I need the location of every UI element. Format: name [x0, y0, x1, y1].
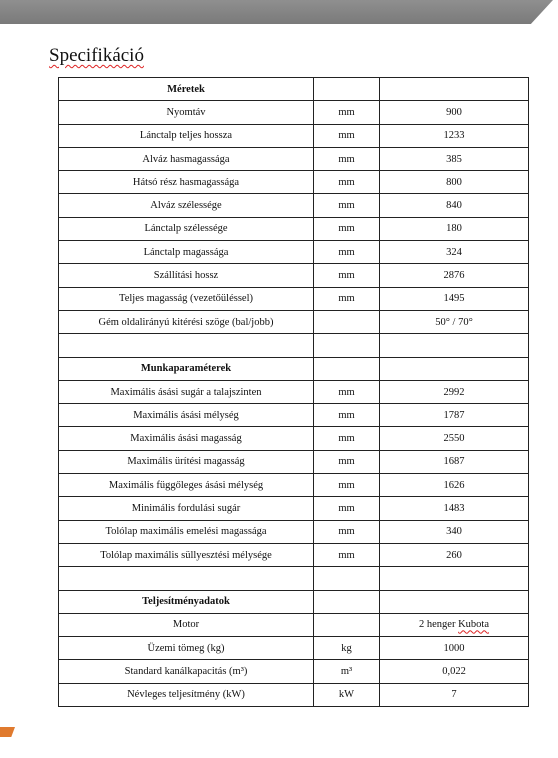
page-title: Specifikáció — [49, 45, 144, 66]
spec-label-text: Alváz hasmagassága — [142, 153, 230, 165]
spec-unit-text: mm — [338, 223, 355, 235]
spec-value-text: 1000 — [443, 642, 465, 654]
spec-label-text: Lánctalp teljes hossza — [139, 130, 233, 142]
spec-label-cell — [59, 264, 314, 287]
spec-label-text: Motor — [172, 619, 200, 631]
spec-value-text: 1626 — [443, 479, 465, 491]
spec-value-cell — [380, 357, 529, 380]
spec-label-text: Standard kanálkapacitás (m³) — [124, 666, 248, 678]
table-row — [59, 683, 529, 706]
spec-value-cell — [380, 474, 529, 497]
spec-value-text: 900 — [446, 106, 462, 118]
spec-label-text: Lánctalp szélessége — [144, 223, 228, 235]
spec-label-text: Maximális ásási sugár a talajszinten — [110, 386, 262, 398]
spec-label-text: Maximális ásási magasság — [130, 433, 242, 445]
spec-label-cell — [59, 287, 314, 310]
spec-value-text: 2 henger Kubota — [419, 619, 489, 631]
spec-label-cell — [59, 334, 314, 357]
spec-label-cell — [59, 683, 314, 706]
spec-value-text: 2550 — [443, 433, 465, 445]
spec-unit-text: mm — [338, 526, 355, 538]
spec-label-text: Lánctalp magassága — [143, 246, 229, 258]
table-row — [59, 310, 529, 333]
spec-value-text: 840 — [446, 200, 462, 212]
spec-label-text: Tolólap maximális emelési magassága — [105, 526, 267, 538]
spec-unit-cell — [314, 264, 380, 287]
spec-value-cell — [380, 171, 529, 194]
table-row — [59, 427, 529, 450]
spec-unit-cell — [314, 147, 380, 170]
spec-unit-cell — [314, 404, 380, 427]
spec-label-cell — [59, 78, 314, 101]
spec-unit-cell — [314, 637, 380, 660]
spec-unit-cell — [314, 567, 380, 590]
table-row — [59, 171, 529, 194]
spec-value-cell — [380, 520, 529, 543]
table-row — [59, 450, 529, 473]
spec-unit-text: mm — [338, 386, 355, 398]
spec-value-text: 7 — [451, 689, 457, 701]
page-corner-tab — [0, 727, 15, 737]
spec-label-cell — [59, 101, 314, 124]
spec-value-cell — [380, 264, 529, 287]
spec-value-text: 1483 — [443, 502, 465, 514]
spec-unit-text: mm — [338, 106, 355, 118]
spec-unit-cell — [314, 520, 380, 543]
spec-value-cell — [380, 497, 529, 520]
spec-value-cell — [380, 124, 529, 147]
spec-label-cell — [59, 567, 314, 590]
spec-label-text: Méretek — [167, 83, 205, 95]
spec-unit-cell — [314, 683, 380, 706]
spec-unit-text: mm — [338, 153, 355, 165]
spec-label-cell — [59, 147, 314, 170]
table-row — [59, 613, 529, 636]
spec-unit-cell — [314, 101, 380, 124]
spec-label-cell — [59, 497, 314, 520]
spec-value-cell — [380, 78, 529, 101]
specification-table — [58, 77, 529, 707]
spec-label-cell — [59, 310, 314, 333]
spec-label-cell — [59, 241, 314, 264]
spec-unit-cell — [314, 590, 380, 613]
spec-label-cell — [59, 450, 314, 473]
table-row — [59, 264, 529, 287]
spec-label-cell — [59, 217, 314, 240]
spec-label-cell — [59, 613, 314, 636]
table-row — [59, 497, 529, 520]
spec-label-text: Névleges teljesítmény (kW) — [127, 689, 245, 701]
spec-value-cell — [380, 334, 529, 357]
spec-unit-cell — [314, 310, 380, 333]
spec-value-cell — [380, 683, 529, 706]
table-row — [59, 241, 529, 264]
spec-label-cell — [59, 171, 314, 194]
spec-value-cell — [380, 194, 529, 217]
spec-label-text: Maximális ásási mélység — [133, 409, 239, 421]
section-header-row — [59, 357, 529, 380]
spec-value-cell — [380, 310, 529, 333]
spec-label-cell — [59, 380, 314, 403]
spec-label-text: Hátsó rész hasmagassága — [132, 176, 240, 188]
spec-label-cell — [59, 637, 314, 660]
spec-value-text: 2992 — [443, 386, 465, 398]
spec-unit-text: mm — [338, 549, 355, 561]
spec-unit-cell — [314, 427, 380, 450]
spec-label-cell — [59, 357, 314, 380]
spec-unit-cell — [314, 613, 380, 636]
spec-value-text: 180 — [446, 223, 462, 235]
spec-label-cell — [59, 474, 314, 497]
spec-label-text: Nyomtáv — [166, 106, 206, 118]
spec-value-cell — [380, 660, 529, 683]
spec-value-text: 1495 — [443, 293, 465, 305]
spec-value-text: 385 — [446, 153, 462, 165]
spec-label-cell — [59, 194, 314, 217]
spec-label-text: Gém oldalirányú kitérési szöge (bal/jobb) — [98, 316, 274, 328]
spec-label-cell — [59, 404, 314, 427]
table-row — [59, 380, 529, 403]
table-row — [59, 217, 529, 240]
spec-label-text: Maximális ürítési magasság — [127, 456, 245, 468]
spec-unit-cell — [314, 380, 380, 403]
spec-value-cell — [380, 241, 529, 264]
spec-unit-cell — [314, 497, 380, 520]
table-row — [59, 147, 529, 170]
spec-value-text: 800 — [446, 176, 462, 188]
spec-label-text: Teljes magasság (vezetőüléssel) — [119, 293, 253, 305]
spec-unit-cell — [314, 78, 380, 101]
spec-unit-text: mm — [338, 479, 355, 491]
spec-label-cell — [59, 124, 314, 147]
spec-value-text: 2876 — [443, 270, 465, 282]
section-header-row — [59, 78, 529, 101]
spec-value-cell — [380, 101, 529, 124]
spec-unit-cell — [314, 217, 380, 240]
spec-unit-cell — [314, 241, 380, 264]
table-row — [59, 194, 529, 217]
spec-label-text: Munkaparaméterek — [140, 363, 232, 375]
spec-value-cell — [380, 567, 529, 590]
spec-unit-text: m³ — [340, 666, 353, 678]
spec-unit-text: kW — [338, 689, 355, 701]
spec-value-cell — [380, 450, 529, 473]
spec-unit-cell — [314, 171, 380, 194]
table-row — [59, 543, 529, 566]
spec-value-cell — [380, 147, 529, 170]
spec-value-cell — [380, 217, 529, 240]
spec-value-cell — [380, 590, 529, 613]
spec-label-cell — [59, 543, 314, 566]
table-row — [59, 287, 529, 310]
table-row — [59, 520, 529, 543]
spec-unit-cell — [314, 543, 380, 566]
spec-unit-text: mm — [338, 130, 355, 142]
spec-value-cell — [380, 637, 529, 660]
spec-unit-text: mm — [338, 502, 355, 514]
spec-label-text: Tolólap maximális süllyesztési mélysége — [100, 549, 272, 561]
table-row — [59, 101, 529, 124]
spec-label-text: Maximális függőleges ásási mélység — [108, 479, 264, 491]
spec-label-text: Teljesítményadatok — [142, 596, 230, 608]
spec-unit-text: mm — [338, 246, 355, 258]
spec-value-text: 260 — [446, 549, 462, 561]
spec-value-text: 340 — [446, 526, 462, 538]
spec-unit-cell — [314, 660, 380, 683]
spec-value-text: 1233 — [443, 130, 465, 142]
spec-value-cell — [380, 613, 529, 636]
spec-unit-text: mm — [338, 409, 355, 421]
spec-value-text: 1787 — [443, 409, 465, 421]
spec-value-text: 0,022 — [442, 666, 466, 678]
table-row — [59, 124, 529, 147]
spec-value-cell — [380, 287, 529, 310]
spec-label-cell — [59, 660, 314, 683]
spec-unit-cell — [314, 334, 380, 357]
spec-unit-text: mm — [338, 176, 355, 188]
spec-label-text: Alváz szélessége — [150, 200, 222, 212]
spec-unit-cell — [314, 194, 380, 217]
table-row — [59, 404, 529, 427]
spec-unit-text: mm — [338, 270, 355, 282]
spec-unit-cell — [314, 124, 380, 147]
spec-label-text: Szállítási hossz — [153, 270, 219, 282]
table-row — [59, 637, 529, 660]
spec-value-text: 324 — [446, 246, 462, 258]
spec-unit-cell — [314, 450, 380, 473]
spec-value-cell — [380, 380, 529, 403]
spec-label-cell — [59, 520, 314, 543]
spec-unit-text: kg — [341, 642, 352, 654]
spec-unit-cell — [314, 357, 380, 380]
spec-unit-cell — [314, 474, 380, 497]
spec-value-cell — [380, 404, 529, 427]
spec-value-text: 50° / 70° — [435, 316, 473, 328]
spec-unit-text: mm — [338, 433, 355, 445]
table-row — [59, 660, 529, 683]
spec-unit-cell — [314, 287, 380, 310]
spec-value-cell — [380, 543, 529, 566]
spec-label-text: Üzemi tömeg (kg) — [147, 642, 225, 654]
header-bar — [0, 0, 553, 24]
spec-label-cell — [59, 590, 314, 613]
spec-unit-text: mm — [338, 200, 355, 212]
spacer-row — [59, 334, 529, 357]
spec-value-cell — [380, 427, 529, 450]
table-row — [59, 474, 529, 497]
spec-value-text: 1687 — [443, 456, 465, 468]
spacer-row — [59, 567, 529, 590]
section-header-row — [59, 590, 529, 613]
spec-label-cell — [59, 427, 314, 450]
spec-unit-text: mm — [338, 456, 355, 468]
spec-unit-text: mm — [338, 293, 355, 305]
spec-label-text: Minimális fordulási sugár — [131, 502, 241, 514]
